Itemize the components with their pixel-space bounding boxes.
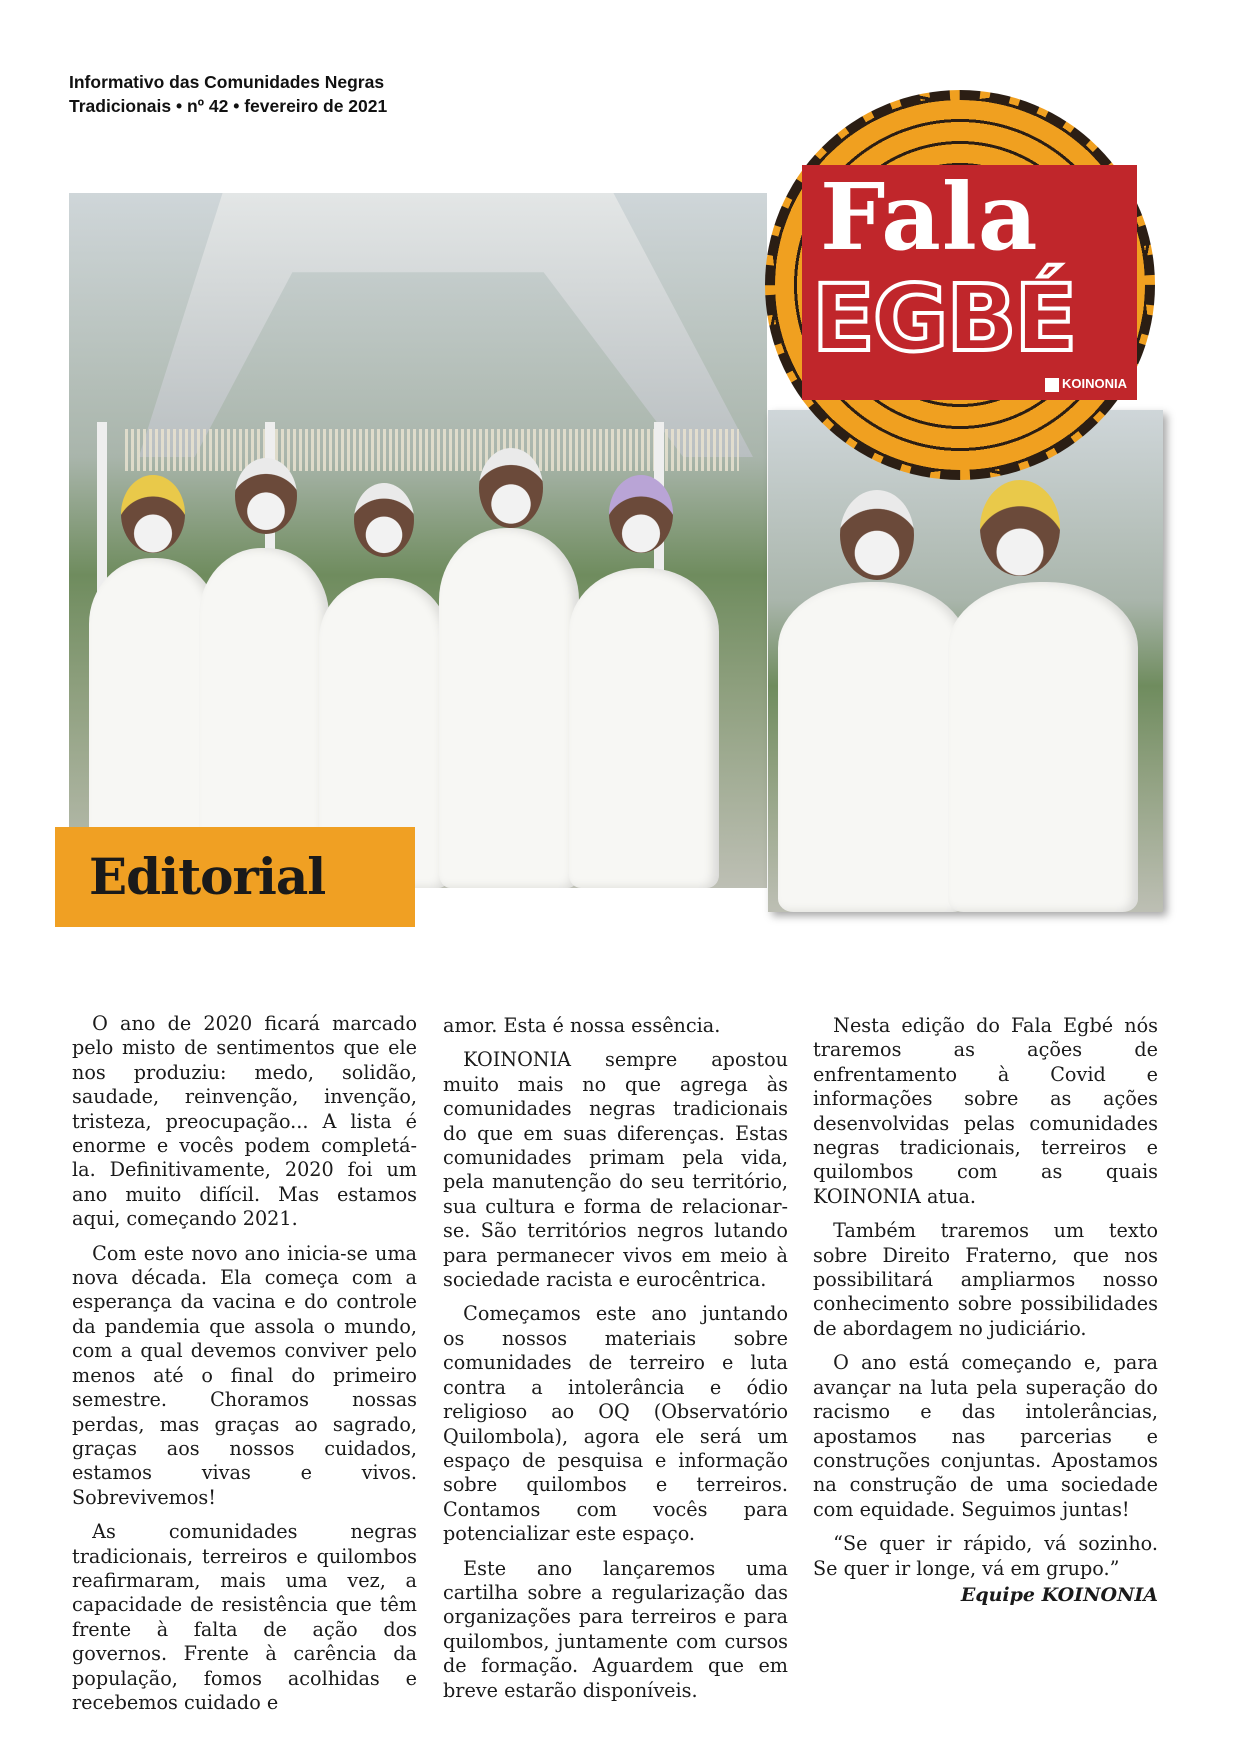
text-column-3 <box>813 1014 1158 1591</box>
section-title: Editorial <box>89 847 326 906</box>
person-figure <box>948 582 1138 912</box>
tent-roof <box>69 193 767 457</box>
paragraph: KOINONIA sempre apostou muito mais no que agrega às comunidades negras tradicionais do que em suas diferenças. Estas comunidades primam pela vida, pela manutenção do seu território, sua cultura e forma de relacionar-se. São territórios negros lutando para permanecer vivos em meio à sociedade racista e eurocêntrica. <box>443 1048 788 1292</box>
paragraph: As comunidades negras tradicionais, terreiros e quilombos reafirmaram, mais uma vez, a capacidade de resistência que têm frente à falta de ação dos governos. Frente à carência da população, fomos acolhidas e recebemos cuidado e <box>72 1520 417 1714</box>
group-photo <box>69 193 767 888</box>
tent-fringe <box>125 429 739 471</box>
paragraph: Nesta edição do Fala Egbé nós traremos as ações de enfrentamento à Covid e informações sobre as ações desenvolvidas pelas comunidades negras tradicionais, terreiros e quilombos com as quais KOINONIA atua. <box>813 1014 1158 1208</box>
person-figure <box>439 528 579 888</box>
person-head <box>479 448 543 528</box>
paragraph: amor. Esta é nossa essência. <box>443 1014 721 1037</box>
masthead-line-2: Tradicionais • nº 42 • fevereiro de 2021 <box>69 96 388 116</box>
koinonia-mark-icon <box>1045 378 1059 392</box>
paragraph: Começamos este ano juntando os nossos materiais sobre comunidades de terreiro e luta contra a intolerância e ódio religioso ao OQ (Observatório Quilombola), agora ele será um espaço de pesquisa e informação sobre quilombos e terreiros. Contamos com vocês para potencializar este espaço. <box>443 1302 788 1546</box>
person-head <box>235 458 297 534</box>
text-column-1 <box>72 1012 417 1725</box>
masthead <box>69 70 469 118</box>
logo-publisher <box>1045 376 1127 392</box>
fala-egbe-logo <box>740 70 1210 500</box>
paragraph: O ano está começando e, para avançar na luta pela superação do racismo e das intolerâncias, apostamos nas parcerias e construções conjuntas. Apostamos na construção de uma sociedade com equidade. Seguimos juntas! <box>813 1351 1158 1521</box>
person-figure <box>778 582 968 912</box>
person-head <box>609 475 673 553</box>
logo-fala-text: Fala <box>820 163 1039 271</box>
signature: Equipe KOINONIA <box>960 1584 1158 1606</box>
text-column-2 <box>443 1014 788 1713</box>
logo-publisher-name: KOINONIA <box>1062 376 1127 392</box>
person-head <box>121 475 185 553</box>
logo-egbe-text: EGBÉ <box>812 265 1076 372</box>
section-label <box>55 827 415 927</box>
paragraph: Este ano lançaremos uma cartilha sobre a regularização das organizações para terreiros e para quilombos, juntamente com cursos de formação. Aguardem que em breve estarão disponíveis. <box>443 1556 788 1702</box>
person-figure <box>569 568 719 888</box>
paragraph: Com este novo ano inicia-se uma nova década. Ela começa com a esperança da vacina e do controle da pandemia que assola o mundo, com a qual devemos conviver pelo menos até o final do primeiro semestre. Choramos nossas perdas, mas graças ao sagrado, graças aos nossos cuidados, estamos vivas e vivos. Sobrevivemos! <box>72 1241 417 1509</box>
quote: “Se quer ir rápido, vá sozinho. Se quer ir longe, vá em grupo.” <box>813 1532 1158 1580</box>
paragraph: O ano de 2020 ficará marcado pelo misto de sentimentos que ele nos produziu: medo, solidão, saudade, reinvenção, invenção, tristeza, preocupação... A lista é enorme e vocês podem completá-la. Definitivamente, 2020 foi um ano muito difícil. Mas estamos aqui, começando 2021. <box>72 1012 417 1231</box>
logo-red-box <box>802 165 1137 400</box>
masthead-line-1: Informativo das Comunidades Negras <box>69 72 385 92</box>
person-head <box>840 490 914 580</box>
paragraph: Também traremos um texto sobre Direito Fraterno, que nos possibilitará ampliarmos nosso conhecimento sobre possibilidades de abordagem no judiciário. <box>813 1219 1158 1340</box>
person-head <box>354 483 414 557</box>
